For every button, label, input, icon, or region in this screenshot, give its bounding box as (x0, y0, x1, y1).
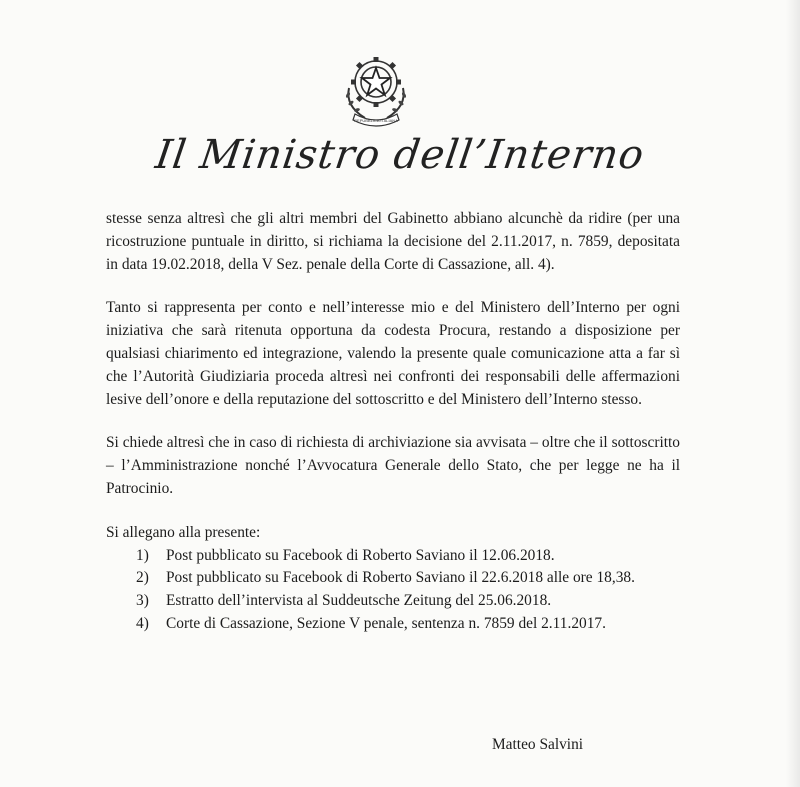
list-item-text: Post pubblicato su Facebook di Roberto Saviano il 22.6.2018 alle ore 18,38. (166, 569, 635, 587)
list-item-number: 4) (136, 614, 149, 632)
list-item-number: 3) (136, 592, 149, 610)
list-item (106, 567, 680, 590)
svg-text:REPUBBLICA ITALIANA: REPUBBLICA ITALIANA (354, 118, 398, 123)
paragraph: Si chiede altresì che in caso di richiesta di archiviazione sia avvisata – oltre che il sottoscritto – l’Amministrazione nonché l’Avvocatura Generale dello Stato, che per legge ne ha il Patrocinio. (106, 434, 680, 497)
page-edge-shadow (786, 0, 800, 787)
attachments-list (106, 545, 680, 636)
attachments-intro: Si allegano alla presente: (106, 523, 261, 541)
italian-republic-emblem-icon (339, 48, 413, 128)
list-item-text: Estratto dell’intervista al Suddeutsche Zeitung del 25.06.2018. (166, 592, 552, 610)
letter-body (106, 208, 680, 636)
list-item-text: Post pubblicato su Facebook di Roberto Saviano il 12.06.2018. (166, 546, 555, 564)
list-item-number: 2) (136, 569, 149, 587)
list-item (106, 613, 680, 636)
paragraph: stesse senza altresì che gli altri membri del Gabinetto abbiano alcunchè da ridire (per una ricostruzione puntuale in diritto, si richiama la decisione del 2.11.2017, n. 7859, depositata in data 19.02.2018, della V Sez. penale della Corte di Cassazione, all. 4). (106, 210, 680, 273)
signature: Matteo Salvini (492, 736, 584, 753)
list-item-number: 1) (136, 546, 149, 564)
letterhead-title: Il Ministro dell’Interno (152, 132, 648, 178)
list-item (106, 590, 680, 613)
list-item (106, 545, 680, 568)
list-item-text: Corte di Cassazione, Sezione V penale, sentenza n. 7859 del 2.11.2017. (166, 614, 606, 632)
paragraph: Tanto si rappresenta per conto e nell’interesse mio e del Ministero dell’Interno per ogni iniziativa che sarà ritenuta opportuna da codesta Procura, restando a disposizione per qualsiasi chiarimento ed integrazione, valendo la presente quale comunicazione atta a far sì che l’Autorità Giudiziaria proceda altresì nei confronti dei responsabili delle affermazioni lesive dell’onore e della reputazione del sottoscritto e del Ministero dell’Interno stesso. (106, 299, 680, 408)
